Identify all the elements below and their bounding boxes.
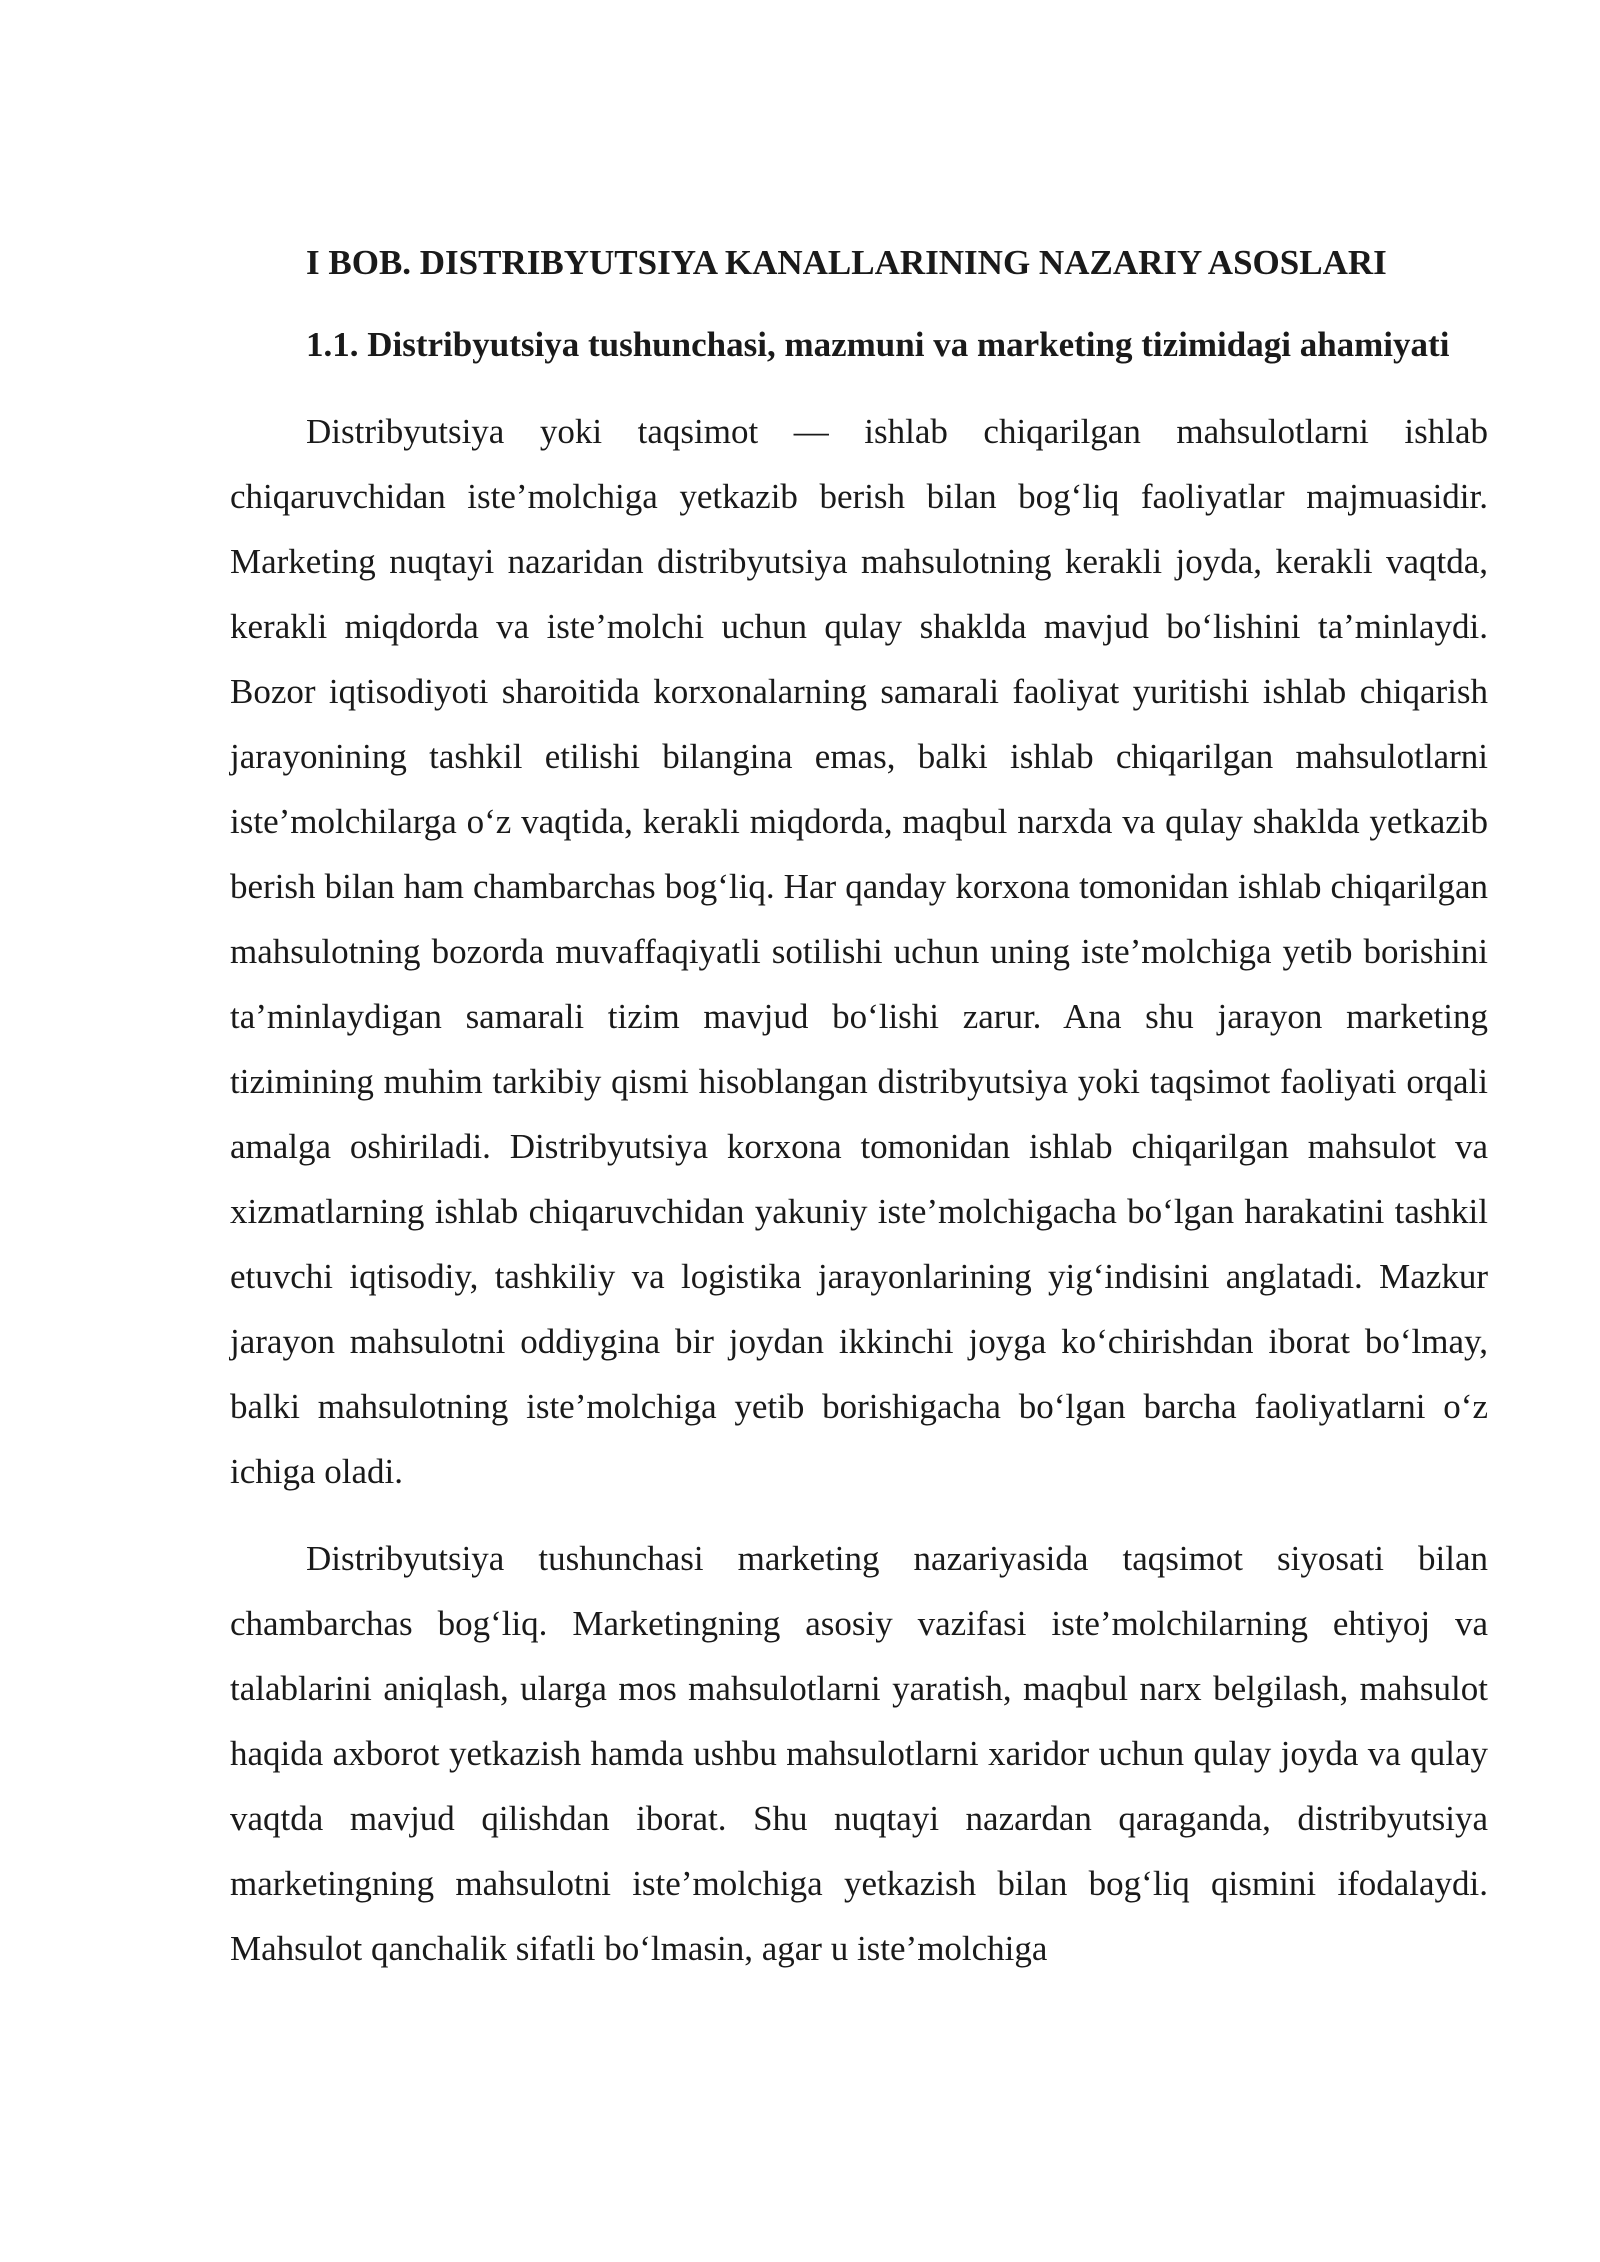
chapter-title: I BOB. DISTRIBYUTSIYA KANALLARINING NAZARIY ASOSLARI	[306, 243, 1387, 282]
section-title: 1.1. Distribyutsiya tushunchasi, mazmuni va marketing tizimidagi ahamiyati	[306, 325, 1450, 364]
page-content	[230, 234, 1488, 1981]
body-paragraph: Distribyutsiya yoki taqsimot — ishlab chiqarilgan mahsulotlarni ishlab chiqaruvchidan iste’molchiga yetkazib berish bilan bog‘liq faoliyatlar majmuasidir. Marketing nuqtayi nazaridan distribyutsiya mahsulotning kerakli joyda, kerakli vaqtda, kerakli miqdorda va iste’molchi uchun qulay shaklda mavjud bo‘lishini ta’minlaydi. Bozor iqtisodiyoti sharoitida korxonalarning samarali faoliyat yuritishi ishlab chiqarish jarayonining tashkil etilishi bilangina emas, balki ishlab chiqarilgan mahsulotlarni iste’molchilarga o‘z vaqtida, kerakli miqdorda, maqbul narxda va qulay shaklda yetkazib berish bilan ham chambarchas bog‘liq. Har qanday korxona tomonidan ishlab chiqarilgan mahsulotning bozorda muvaffaqiyatli sotilishi uchun uning iste’molchiga yetib borishini ta’minlaydigan samarali tizim mavjud bo‘lishi zarur. Ana shu jarayon marketing tizimining muhim tarkibiy qismi hisoblangan distribyutsiya yoki taqsimot faoliyati orqali amalga oshiriladi. Distribyutsiya korxona tomonidan ishlab chiqarilgan mahsulot va xizmatlarning ishlab chiqaruvchidan yakuniy iste’molchigacha bo‘lgan harakatini tashkil etuvchi iqtisodiy, tashkiliy va logistika jarayonlarining yig‘indisini anglatadi. Mazkur jarayon mahsulotni oddiygina bir joydan ikkinchi joyga ko‘chirishdan iborat bo‘lmay, balki mahsulotning iste’molchiga yetib borishigacha bo‘lgan barcha faoliyatlarni o‘z ichiga oladi.	[230, 412, 1488, 1491]
body-paragraph: Distribyutsiya tushunchasi marketing nazariyasida taqsimot siyosati bilan chambarchas bog‘liq. Marketingning asosiy vazifasi iste’molchilarning ehtiyoj va talablarini aniqlash, ularga mos mahsulotlarni yaratish, maqbul narx belgilash, mahsulot haqida axborot yetkazish hamda ushbu mahsulotlarni xaridor uchun qulay joyda va qulay vaqtda mavjud qilishdan iborat. Shu nuqtayi nazardan qaraganda, distribyutsiya marketingning mahsulotni iste’molchiga yetkazish bilan bog‘liq qismini ifodalaydi. Mahsulot qanchalik sifatli bo‘lmasin, agar u iste’molchiga	[230, 1539, 1488, 1968]
